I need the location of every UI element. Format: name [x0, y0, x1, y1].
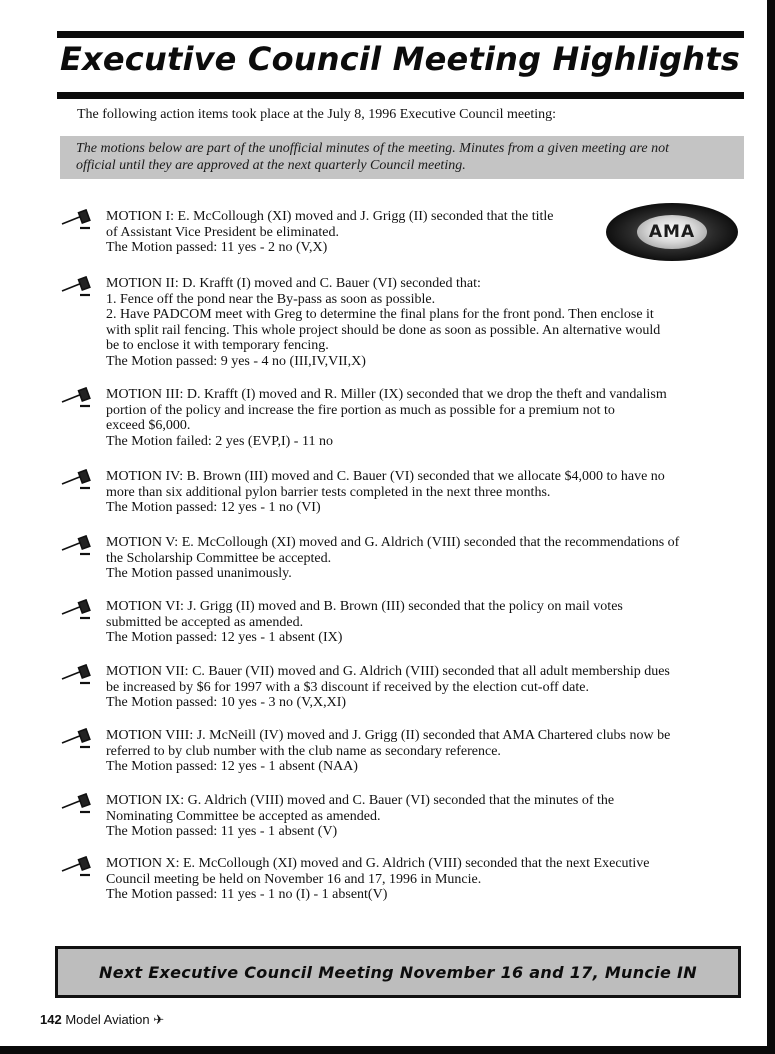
motion-line: The Motion passed: 10 yes - 3 no (V,X,XI) — [106, 695, 347, 710]
motion-line: portion of the policy and increase the fire portion as much as possible for a premium not to — [106, 402, 615, 418]
motion-line: The Motion passed: 12 yes - 1 no (VI) — [106, 500, 321, 515]
motion-line: be increased by $6 for 1997 with a $3 discount if received by the election cut-off date. — [106, 679, 589, 695]
motion-line: The Motion failed: 2 yes (EVP,I) - 11 no — [106, 433, 333, 449]
motion-line: MOTION V: E. McCollough (XI) moved and G. Aldrich (VIII) seconded that the recommendations of — [106, 535, 680, 550]
motion-line: of Assistant Vice President be eliminated. — [106, 224, 339, 240]
disclaimer-line: official until they are approved at the next quarterly Council meeting. — [76, 158, 466, 173]
disclaimer-line: The motions below are part of the unofficial minutes of the meeting. Minutes from a given meeting are not — [76, 141, 669, 156]
publication-name: Model Aviation — [65, 1012, 150, 1027]
gavel-icon — [60, 276, 94, 298]
motion-line: The Motion passed unanimously. — [106, 566, 292, 581]
motion-line: The Motion passed: 12 yes - 1 absent (NAA) — [106, 759, 358, 774]
disclaimer-note — [60, 136, 744, 179]
motion-line: be to enclose it with temporary fencing. — [106, 338, 329, 353]
page-title: Executive Council Meeting Highlights — [60, 40, 740, 78]
gavel-icon — [60, 535, 94, 557]
top-rule — [57, 31, 744, 38]
motion-line: 1. Fence off the pond near the By-pass as soon as possible. — [106, 291, 436, 307]
gavel-icon — [60, 664, 94, 686]
motion-line: MOTION VI: J. Grigg (II) moved and B. Brown (III) seconded that the policy on mail votes — [106, 599, 623, 614]
motion-line: MOTION IV: B. Brown (III) moved and C. Bauer (VI) seconded that we allocate $4,000 to have no — [106, 469, 665, 484]
motion-line: MOTION VIII: J. McNeill (IV) moved and J. Grigg (II) seconded that AMA Chartered clubs now be — [106, 728, 671, 743]
motion-line: Council meeting be held on November 16 and 17, 1996 in Muncie. — [106, 871, 482, 887]
gavel-icon — [60, 793, 94, 815]
motion-line: The Motion passed: 12 yes - 1 absent (IX) — [106, 630, 343, 645]
motion-line: MOTION IX: G. Aldrich (VIII) moved and C. Bauer (VI) seconded that the minutes of the — [106, 793, 615, 808]
gavel-icon — [60, 469, 94, 491]
motion-line: The Motion passed: 11 yes - 2 no (V,X) — [106, 240, 328, 255]
next-meeting-banner — [55, 946, 741, 998]
intro-text: The following action items took place at the July 8, 1996 Executive Council meeting: — [77, 107, 557, 122]
motion-line: MOTION I: E. McCollough (XI) moved and J. Grigg (II) seconded that the title — [106, 209, 554, 224]
ama-logo — [606, 203, 738, 261]
page-folio — [40, 1012, 164, 1028]
airplane-icon: ✈ — [153, 1012, 165, 1027]
ama-logo-text: AMA — [637, 215, 707, 249]
gavel-icon — [60, 728, 94, 750]
gavel-icon — [60, 856, 94, 878]
motion-line: The Motion passed: 11 yes - 1 no (I) - 1 absent(V) — [106, 887, 388, 902]
motion-line: more than six additional pylon barrier tests completed in the next three months. — [106, 484, 551, 500]
motion-line: The Motion passed: 11 yes - 1 absent (V) — [106, 824, 338, 839]
motion-line: MOTION X: E. McCollough (XI) moved and G. Aldrich (VIII) seconded that the next Executive — [106, 856, 650, 871]
motion-line: the Scholarship Committee be accepted. — [106, 550, 332, 566]
motion-line: referred to by club number with the club name as secondary reference. — [106, 743, 501, 759]
motion-line: MOTION III: D. Krafft (I) moved and R. Miller (IX) seconded that we drop the theft and vandalism — [106, 387, 667, 402]
motion-line: submitted be accepted as amended. — [106, 614, 304, 630]
motion-line: MOTION II: D. Krafft (I) moved and C. Bauer (VI) seconded that: — [106, 276, 481, 291]
motion-line: 2. Have PADCOM meet with Greg to determine the final plans for the front pond. Then enclose it — [106, 307, 654, 322]
next-meeting-text: Next Executive Council Meeting November 16 and 17, Muncie IN — [99, 962, 697, 982]
motion-line: Nominating Committee be accepted as amended. — [106, 808, 381, 824]
gavel-icon — [60, 387, 94, 409]
motion-line: The Motion passed: 9 yes - 4 no (III,IV,VII,X) — [106, 353, 366, 369]
page-number: 142 — [40, 1012, 62, 1027]
motion-line: MOTION VII: C. Bauer (VII) moved and G. Aldrich (VIII) seconded that all adult membership dues — [106, 664, 670, 679]
gavel-icon — [60, 599, 94, 621]
motion-line: with split rail fencing. This whole project should be done as soon as possible. An alternative would — [106, 322, 661, 338]
gavel-icon — [60, 209, 94, 231]
motion-line: exceed $6,000. — [106, 418, 191, 433]
title-rule — [57, 92, 744, 99]
